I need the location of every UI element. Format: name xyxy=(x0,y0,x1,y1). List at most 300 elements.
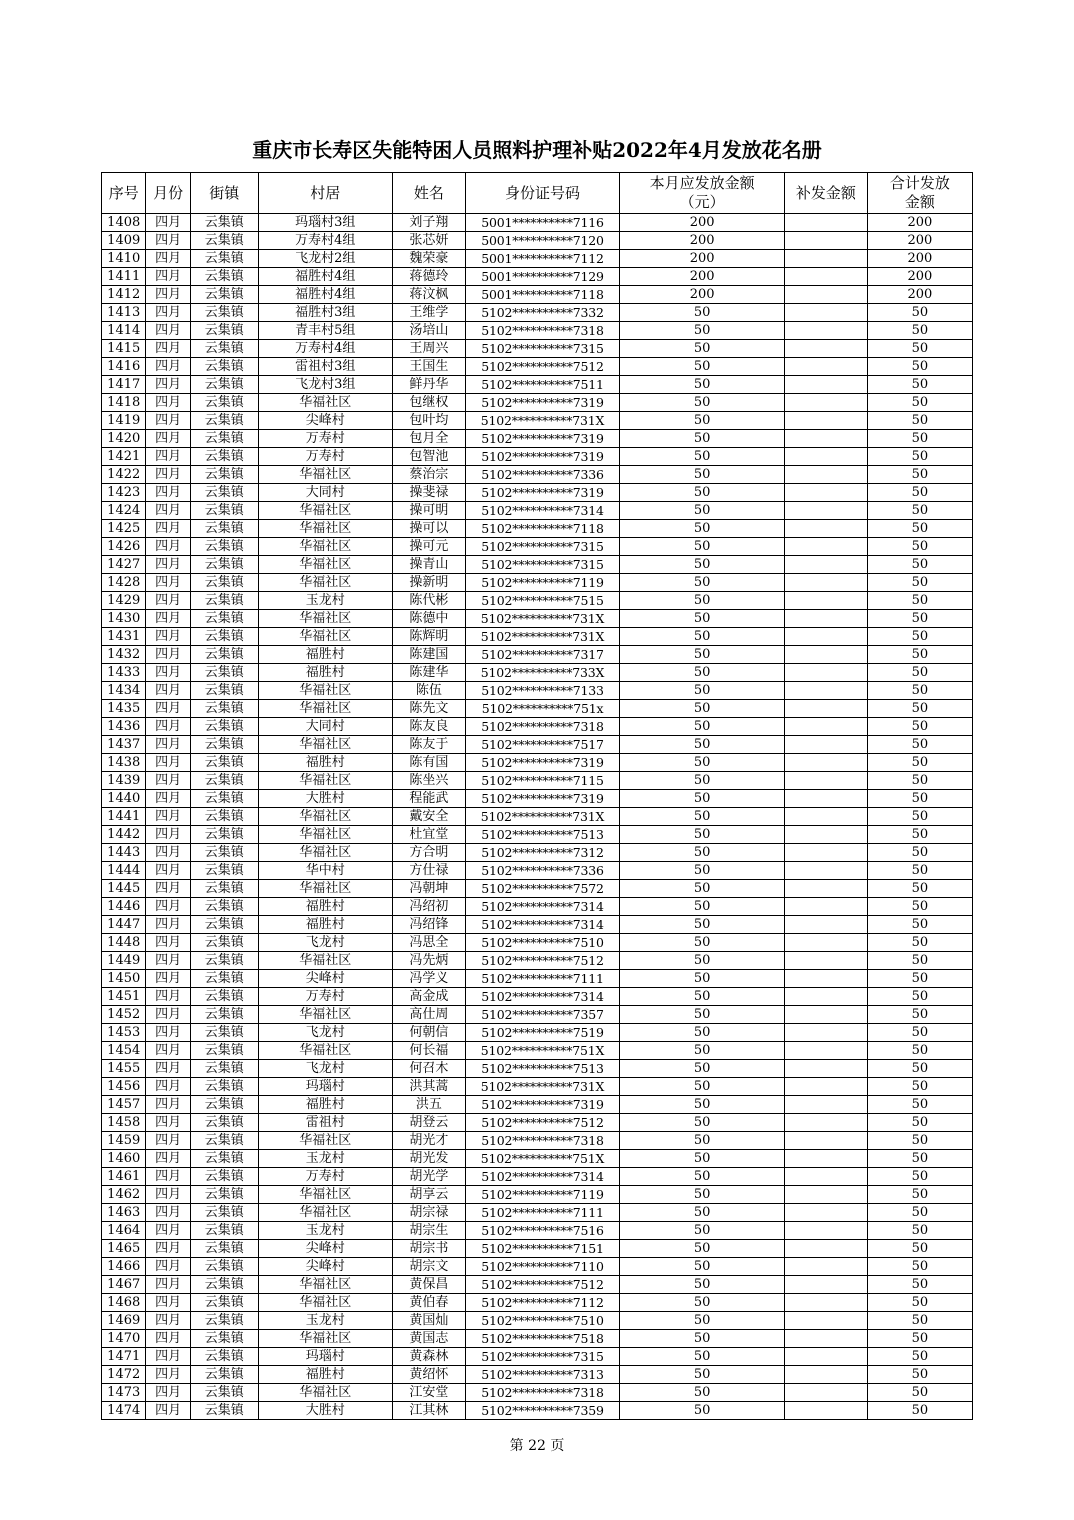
cell-village: 华福社区 xyxy=(258,610,392,628)
cell-name: 程能武 xyxy=(392,790,465,808)
cell-amount: 50 xyxy=(620,592,785,610)
cell-total: 50 xyxy=(867,1222,972,1240)
cell-id: 5102**********7110 xyxy=(465,1258,620,1276)
cell-amount: 50 xyxy=(620,1204,785,1222)
cell-town: 云集镇 xyxy=(190,1204,258,1222)
table-row xyxy=(102,736,973,754)
cell-name: 胡光学 xyxy=(392,1168,465,1186)
cell-amount: 50 xyxy=(620,898,785,916)
cell-town: 云集镇 xyxy=(190,1042,258,1060)
cell-name: 陈代彬 xyxy=(392,592,465,610)
cell-month: 四月 xyxy=(146,322,190,340)
cell-name: 胡登云 xyxy=(392,1114,465,1132)
cell-name: 冯思全 xyxy=(392,934,465,952)
cell-town: 云集镇 xyxy=(190,1114,258,1132)
cell-total: 50 xyxy=(867,826,972,844)
cell-amount: 50 xyxy=(620,394,785,412)
cell-supplement xyxy=(785,1096,868,1114)
cell-name: 包智池 xyxy=(392,448,465,466)
cell-village: 飞龙村2组 xyxy=(258,250,392,268)
cell-month: 四月 xyxy=(146,340,190,358)
cell-supplement xyxy=(785,754,868,772)
cell-town: 云集镇 xyxy=(190,448,258,466)
cell-amount: 50 xyxy=(620,1312,785,1330)
cell-id: 5102**********7118 xyxy=(465,520,620,538)
cell-total: 200 xyxy=(867,214,972,232)
cell-town: 云集镇 xyxy=(190,700,258,718)
cell-supplement xyxy=(785,988,868,1006)
cell-amount: 50 xyxy=(620,790,785,808)
header-name: 姓名 xyxy=(392,173,465,214)
cell-name: 黄森林 xyxy=(392,1348,465,1366)
cell-month: 四月 xyxy=(146,1132,190,1150)
cell-month: 四月 xyxy=(146,466,190,484)
cell-name: 陈友良 xyxy=(392,718,465,736)
cell-id: 5102**********7319 xyxy=(465,430,620,448)
roster-table xyxy=(101,172,973,1420)
cell-total: 50 xyxy=(867,574,972,592)
cell-supplement xyxy=(785,1258,868,1276)
cell-total: 50 xyxy=(867,1312,972,1330)
cell-total: 50 xyxy=(867,1042,972,1060)
table-row xyxy=(102,232,973,250)
cell-town: 云集镇 xyxy=(190,664,258,682)
cell-supplement xyxy=(785,1330,868,1348)
cell-id: 5102**********7510 xyxy=(465,934,620,952)
cell-total: 50 xyxy=(867,1384,972,1402)
cell-seq: 1408 xyxy=(102,214,146,232)
cell-supplement xyxy=(785,1024,868,1042)
cell-supplement xyxy=(785,268,868,286)
cell-town: 云集镇 xyxy=(190,736,258,754)
cell-name: 胡光发 xyxy=(392,1150,465,1168)
cell-village: 华福社区 xyxy=(258,1204,392,1222)
table-row xyxy=(102,916,973,934)
cell-amount: 50 xyxy=(620,1348,785,1366)
cell-seq: 1414 xyxy=(102,322,146,340)
cell-amount: 50 xyxy=(620,376,785,394)
cell-name: 洪五 xyxy=(392,1096,465,1114)
cell-town: 云集镇 xyxy=(190,466,258,484)
cell-amount: 50 xyxy=(620,700,785,718)
cell-village: 华福社区 xyxy=(258,628,392,646)
cell-name: 何长福 xyxy=(392,1042,465,1060)
cell-town: 云集镇 xyxy=(190,718,258,736)
cell-town: 云集镇 xyxy=(190,412,258,430)
cell-name: 冯绍锋 xyxy=(392,916,465,934)
cell-village: 福胜村4组 xyxy=(258,286,392,304)
cell-town: 云集镇 xyxy=(190,790,258,808)
cell-id: 5102**********7512 xyxy=(465,952,620,970)
cell-name: 胡光才 xyxy=(392,1132,465,1150)
cell-supplement xyxy=(785,430,868,448)
cell-month: 四月 xyxy=(146,1312,190,1330)
cell-total: 50 xyxy=(867,1204,972,1222)
cell-supplement xyxy=(785,1366,868,1384)
cell-seq: 1447 xyxy=(102,916,146,934)
cell-month: 四月 xyxy=(146,772,190,790)
cell-seq: 1417 xyxy=(102,376,146,394)
cell-seq: 1415 xyxy=(102,340,146,358)
cell-village: 玛瑙村 xyxy=(258,1348,392,1366)
cell-seq: 1418 xyxy=(102,394,146,412)
cell-village: 福胜村 xyxy=(258,916,392,934)
cell-total: 50 xyxy=(867,916,972,934)
cell-supplement xyxy=(785,682,868,700)
cell-town: 云集镇 xyxy=(190,358,258,376)
cell-month: 四月 xyxy=(146,610,190,628)
cell-town: 云集镇 xyxy=(190,430,258,448)
cell-total: 50 xyxy=(867,1150,972,1168)
cell-name: 江安堂 xyxy=(392,1384,465,1402)
cell-total: 50 xyxy=(867,808,972,826)
cell-supplement xyxy=(785,412,868,430)
cell-total: 50 xyxy=(867,1366,972,1384)
cell-month: 四月 xyxy=(146,484,190,502)
cell-seq: 1442 xyxy=(102,826,146,844)
cell-supplement xyxy=(785,970,868,988)
cell-village: 福胜村 xyxy=(258,646,392,664)
cell-village: 华福社区 xyxy=(258,1186,392,1204)
cell-month: 四月 xyxy=(146,358,190,376)
cell-town: 云集镇 xyxy=(190,880,258,898)
cell-id: 5102**********7312 xyxy=(465,844,620,862)
cell-name: 王维学 xyxy=(392,304,465,322)
cell-id: 5102**********7119 xyxy=(465,574,620,592)
cell-village: 玛瑙村3组 xyxy=(258,214,392,232)
cell-town: 云集镇 xyxy=(190,1240,258,1258)
cell-id: 5102**********7318 xyxy=(465,1384,620,1402)
cell-seq: 1429 xyxy=(102,592,146,610)
cell-seq: 1424 xyxy=(102,502,146,520)
table-row xyxy=(102,1294,973,1312)
table-row xyxy=(102,1402,973,1420)
cell-month: 四月 xyxy=(146,628,190,646)
cell-month: 四月 xyxy=(146,376,190,394)
cell-seq: 1440 xyxy=(102,790,146,808)
cell-village: 华福社区 xyxy=(258,952,392,970)
cell-village: 华福社区 xyxy=(258,772,392,790)
cell-village: 雷祖村3组 xyxy=(258,358,392,376)
cell-village: 大同村 xyxy=(258,484,392,502)
cell-village: 万寿村 xyxy=(258,430,392,448)
cell-village: 华福社区 xyxy=(258,1042,392,1060)
cell-village: 万寿村4组 xyxy=(258,232,392,250)
cell-name: 戴安全 xyxy=(392,808,465,826)
cell-supplement xyxy=(785,1168,868,1186)
cell-month: 四月 xyxy=(146,880,190,898)
table-row xyxy=(102,466,973,484)
cell-amount: 50 xyxy=(620,1096,785,1114)
cell-village: 飞龙村 xyxy=(258,1060,392,1078)
cell-month: 四月 xyxy=(146,448,190,466)
cell-total: 50 xyxy=(867,880,972,898)
cell-village: 华福社区 xyxy=(258,844,392,862)
cell-town: 云集镇 xyxy=(190,232,258,250)
cell-seq: 1472 xyxy=(102,1366,146,1384)
cell-seq: 1436 xyxy=(102,718,146,736)
cell-month: 四月 xyxy=(146,232,190,250)
cell-name: 杜宜堂 xyxy=(392,826,465,844)
table-row xyxy=(102,592,973,610)
cell-total: 50 xyxy=(867,988,972,1006)
cell-seq: 1419 xyxy=(102,412,146,430)
cell-seq: 1410 xyxy=(102,250,146,268)
cell-month: 四月 xyxy=(146,430,190,448)
cell-total: 50 xyxy=(867,718,972,736)
cell-name: 刘子翔 xyxy=(392,214,465,232)
cell-amount: 50 xyxy=(620,1132,785,1150)
cell-total: 50 xyxy=(867,790,972,808)
cell-month: 四月 xyxy=(146,754,190,772)
cell-total: 50 xyxy=(867,412,972,430)
cell-id: 5102**********7319 xyxy=(465,754,620,772)
cell-town: 云集镇 xyxy=(190,1258,258,1276)
cell-town: 云集镇 xyxy=(190,1186,258,1204)
cell-id: 5102**********7111 xyxy=(465,970,620,988)
cell-seq: 1449 xyxy=(102,952,146,970)
cell-supplement xyxy=(785,844,868,862)
cell-amount: 50 xyxy=(620,646,785,664)
cell-id: 5102**********7315 xyxy=(465,340,620,358)
cell-month: 四月 xyxy=(146,844,190,862)
cell-total: 50 xyxy=(867,376,972,394)
cell-id: 5102**********7516 xyxy=(465,1222,620,1240)
cell-town: 云集镇 xyxy=(190,574,258,592)
cell-village: 华福社区 xyxy=(258,556,392,574)
cell-seq: 1461 xyxy=(102,1168,146,1186)
cell-month: 四月 xyxy=(146,286,190,304)
cell-month: 四月 xyxy=(146,1348,190,1366)
cell-month: 四月 xyxy=(146,1294,190,1312)
cell-seq: 1473 xyxy=(102,1384,146,1402)
table-row xyxy=(102,304,973,322)
table-row xyxy=(102,574,973,592)
table-row xyxy=(102,646,973,664)
header-supplement: 补发金额 xyxy=(785,173,868,214)
cell-id: 5102**********751X xyxy=(465,1150,620,1168)
cell-month: 四月 xyxy=(146,1402,190,1420)
cell-seq: 1431 xyxy=(102,628,146,646)
cell-amount: 50 xyxy=(620,538,785,556)
cell-name: 陈伍 xyxy=(392,682,465,700)
table-row xyxy=(102,556,973,574)
cell-total: 50 xyxy=(867,1078,972,1096)
cell-name: 张芯妍 xyxy=(392,232,465,250)
cell-name: 操青山 xyxy=(392,556,465,574)
header-amount-line1: 本月应发放金额 xyxy=(649,174,755,192)
cell-id: 5102**********7319 xyxy=(465,484,620,502)
cell-amount: 50 xyxy=(620,466,785,484)
cell-month: 四月 xyxy=(146,1366,190,1384)
cell-amount: 50 xyxy=(620,934,785,952)
cell-total: 50 xyxy=(867,1294,972,1312)
cell-village: 华福社区 xyxy=(258,880,392,898)
cell-amount: 50 xyxy=(620,988,785,1006)
cell-town: 云集镇 xyxy=(190,1006,258,1024)
table-row xyxy=(102,376,973,394)
cell-town: 云集镇 xyxy=(190,250,258,268)
cell-amount: 50 xyxy=(620,1222,785,1240)
cell-total: 200 xyxy=(867,232,972,250)
cell-id: 5102**********7518 xyxy=(465,1330,620,1348)
table-row xyxy=(102,970,973,988)
table-row xyxy=(102,286,973,304)
cell-id: 5102**********7315 xyxy=(465,1348,620,1366)
cell-amount: 50 xyxy=(620,682,785,700)
cell-village: 飞龙村3组 xyxy=(258,376,392,394)
cell-town: 云集镇 xyxy=(190,646,258,664)
cell-supplement xyxy=(785,358,868,376)
cell-amount: 50 xyxy=(620,520,785,538)
cell-supplement xyxy=(785,448,868,466)
cell-seq: 1471 xyxy=(102,1348,146,1366)
cell-total: 50 xyxy=(867,1024,972,1042)
cell-supplement xyxy=(785,250,868,268)
cell-id: 5102**********7512 xyxy=(465,1114,620,1132)
cell-total: 50 xyxy=(867,736,972,754)
cell-id: 5102**********7319 xyxy=(465,394,620,412)
cell-id: 5102**********7315 xyxy=(465,556,620,574)
table-row xyxy=(102,502,973,520)
cell-seq: 1468 xyxy=(102,1294,146,1312)
table-row xyxy=(102,628,973,646)
cell-month: 四月 xyxy=(146,538,190,556)
cell-supplement xyxy=(785,1402,868,1420)
cell-town: 云集镇 xyxy=(190,376,258,394)
cell-village: 华福社区 xyxy=(258,1384,392,1402)
cell-month: 四月 xyxy=(146,520,190,538)
cell-month: 四月 xyxy=(146,682,190,700)
cell-village: 华福社区 xyxy=(258,394,392,412)
cell-supplement xyxy=(785,1150,868,1168)
cell-total: 50 xyxy=(867,1096,972,1114)
cell-id: 5102**********7572 xyxy=(465,880,620,898)
cell-name: 黄保昌 xyxy=(392,1276,465,1294)
cell-id: 5102**********7111 xyxy=(465,1204,620,1222)
cell-amount: 50 xyxy=(620,1024,785,1042)
cell-supplement xyxy=(785,592,868,610)
cell-town: 云集镇 xyxy=(190,1168,258,1186)
page-title: 重庆市长寿区失能特困人员照料护理补贴2022年4月发放花名册 xyxy=(252,138,822,162)
cell-name: 何召木 xyxy=(392,1060,465,1078)
cell-total: 50 xyxy=(867,484,972,502)
cell-seq: 1428 xyxy=(102,574,146,592)
cell-month: 四月 xyxy=(146,394,190,412)
table-row xyxy=(102,340,973,358)
cell-id: 5102**********7319 xyxy=(465,448,620,466)
cell-id: 5102**********7314 xyxy=(465,988,620,1006)
cell-month: 四月 xyxy=(146,826,190,844)
cell-total: 50 xyxy=(867,430,972,448)
cell-id: 5102**********7515 xyxy=(465,592,620,610)
cell-village: 尖峰村 xyxy=(258,970,392,988)
cell-seq: 1412 xyxy=(102,286,146,304)
table-header-row xyxy=(102,173,973,214)
cell-total: 50 xyxy=(867,1402,972,1420)
table-row xyxy=(102,1042,973,1060)
cell-amount: 50 xyxy=(620,1168,785,1186)
cell-id: 5102**********7319 xyxy=(465,790,620,808)
cell-id: 5102**********7319 xyxy=(465,1096,620,1114)
cell-village: 福胜村 xyxy=(258,1096,392,1114)
cell-total: 50 xyxy=(867,1114,972,1132)
cell-supplement xyxy=(785,1276,868,1294)
cell-name: 包继权 xyxy=(392,394,465,412)
cell-amount: 50 xyxy=(620,772,785,790)
page-number: 第 22 页 xyxy=(509,1438,565,1454)
cell-month: 四月 xyxy=(146,700,190,718)
cell-month: 四月 xyxy=(146,1222,190,1240)
cell-village: 大同村 xyxy=(258,718,392,736)
cell-town: 云集镇 xyxy=(190,1060,258,1078)
cell-month: 四月 xyxy=(146,1024,190,1042)
cell-seq: 1459 xyxy=(102,1132,146,1150)
cell-village: 尖峰村 xyxy=(258,1240,392,1258)
cell-town: 云集镇 xyxy=(190,322,258,340)
cell-amount: 50 xyxy=(620,1078,785,1096)
cell-total: 50 xyxy=(867,556,972,574)
cell-name: 陈辉明 xyxy=(392,628,465,646)
cell-town: 云集镇 xyxy=(190,952,258,970)
cell-seq: 1453 xyxy=(102,1024,146,1042)
cell-id: 5102**********7112 xyxy=(465,1294,620,1312)
cell-supplement xyxy=(785,466,868,484)
cell-seq: 1426 xyxy=(102,538,146,556)
cell-id: 5102**********7359 xyxy=(465,1402,620,1420)
cell-total: 50 xyxy=(867,394,972,412)
table-row xyxy=(102,1096,973,1114)
cell-supplement xyxy=(785,952,868,970)
cell-amount: 50 xyxy=(620,322,785,340)
cell-town: 云集镇 xyxy=(190,592,258,610)
cell-name: 陈德中 xyxy=(392,610,465,628)
cell-name: 黄国灿 xyxy=(392,1312,465,1330)
cell-supplement xyxy=(785,232,868,250)
cell-town: 云集镇 xyxy=(190,1348,258,1366)
cell-id: 5102**********7519 xyxy=(465,1024,620,1042)
cell-amount: 50 xyxy=(620,862,785,880)
cell-total: 50 xyxy=(867,1258,972,1276)
cell-name: 蔡治宗 xyxy=(392,466,465,484)
cell-village: 飞龙村 xyxy=(258,934,392,952)
cell-month: 四月 xyxy=(146,1240,190,1258)
cell-month: 四月 xyxy=(146,1150,190,1168)
cell-id: 5102**********731X xyxy=(465,808,620,826)
cell-supplement xyxy=(785,484,868,502)
cell-seq: 1420 xyxy=(102,430,146,448)
table-row xyxy=(102,1168,973,1186)
cell-name: 陈建华 xyxy=(392,664,465,682)
cell-total: 50 xyxy=(867,358,972,376)
header-id: 身份证号码 xyxy=(465,173,620,214)
cell-town: 云集镇 xyxy=(190,1384,258,1402)
cell-month: 四月 xyxy=(146,268,190,286)
cell-village: 华福社区 xyxy=(258,1276,392,1294)
cell-id: 5001**********7112 xyxy=(465,250,620,268)
cell-seq: 1462 xyxy=(102,1186,146,1204)
cell-amount: 50 xyxy=(620,484,785,502)
cell-total: 50 xyxy=(867,934,972,952)
table-row xyxy=(102,214,973,232)
cell-month: 四月 xyxy=(146,898,190,916)
cell-supplement xyxy=(785,934,868,952)
cell-supplement xyxy=(785,1114,868,1132)
cell-month: 四月 xyxy=(146,1078,190,1096)
cell-supplement xyxy=(785,826,868,844)
cell-seq: 1421 xyxy=(102,448,146,466)
cell-amount: 50 xyxy=(620,1150,785,1168)
